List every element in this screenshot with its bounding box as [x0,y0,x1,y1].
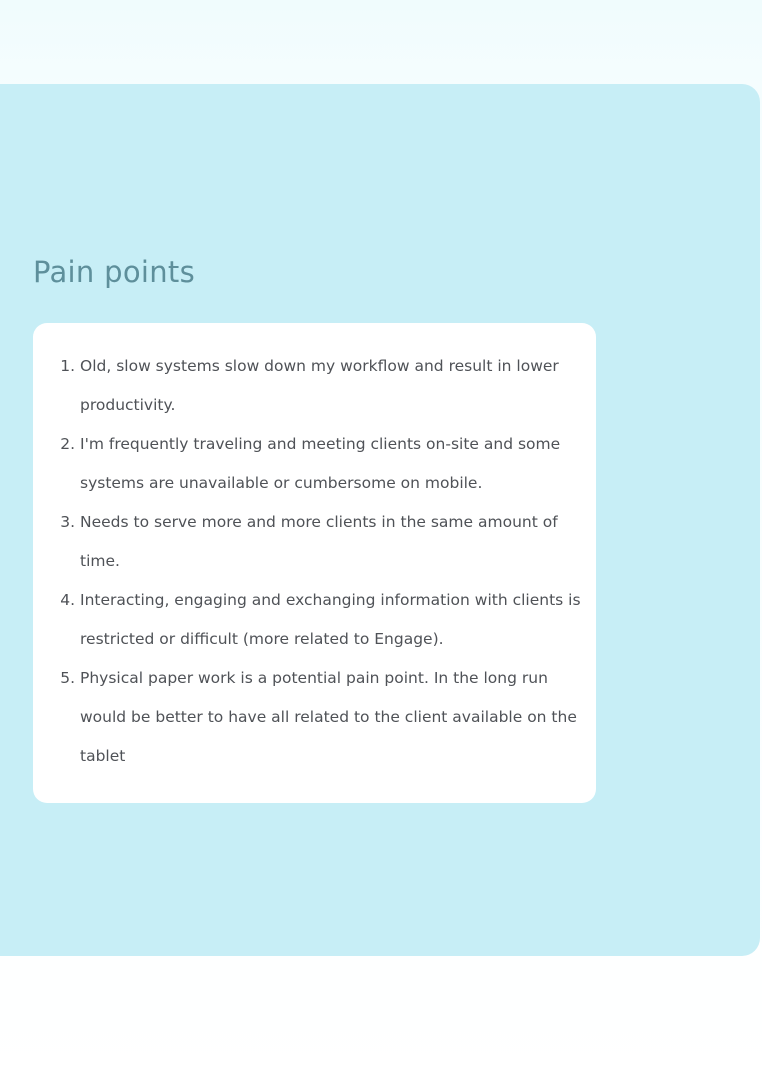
list-item: 5. Physical paper work is a potential pain point. In the long run would be better to have all related to the client available on the tablet [80,659,582,776]
list-item: 2. I'm frequently traveling and meeting clients on-site and some systems are unavailable or cumbersome on mobile. [80,425,582,503]
list-item: 1. Old, slow systems slow down my workflow and result in lower productivity. [80,347,582,425]
section-title: Pain points [33,255,195,289]
list-item: 4. Interacting, engaging and exchanging information with clients is restricted or difficult (more related to Engage). [80,581,582,659]
pain-points-card [33,323,596,803]
pain-points-list [33,347,582,776]
list-item: 3. Needs to serve more and more clients in the same amount of time. [80,503,582,581]
